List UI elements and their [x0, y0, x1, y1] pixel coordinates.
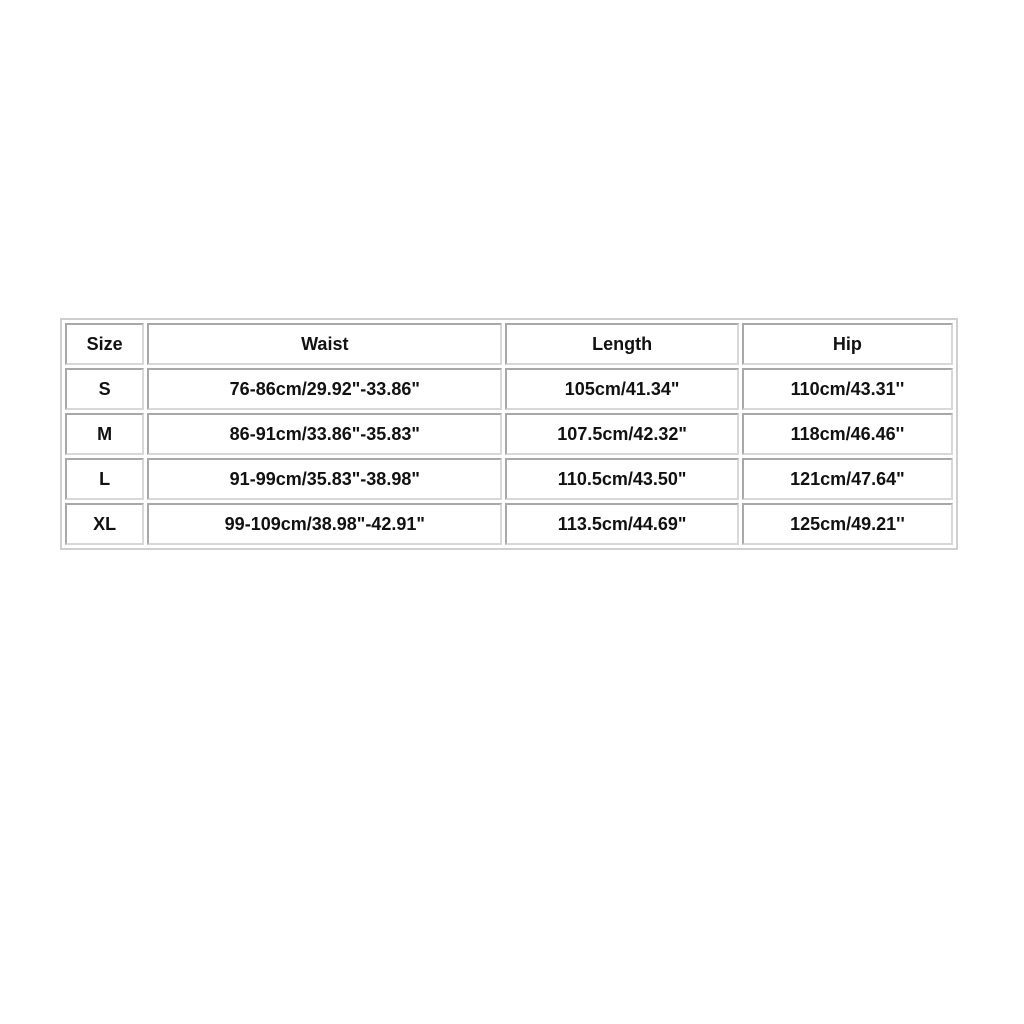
- header-waist: Waist: [147, 323, 502, 365]
- cell-hip: 110cm/43.31'': [742, 368, 953, 410]
- header-length: Length: [505, 323, 738, 365]
- table-row: [65, 458, 953, 500]
- cell-size: L: [65, 458, 144, 500]
- size-chart-table: [60, 318, 958, 550]
- cell-size: XL: [65, 503, 144, 545]
- cell-length: 113.5cm/44.69": [505, 503, 738, 545]
- cell-length: 107.5cm/42.32": [505, 413, 738, 455]
- cell-waist: 86-91cm/33.86"-35.83": [147, 413, 502, 455]
- cell-hip: 118cm/46.46'': [742, 413, 953, 455]
- cell-hip: 121cm/47.64": [742, 458, 953, 500]
- cell-size: M: [65, 413, 144, 455]
- cell-length: 105cm/41.34": [505, 368, 738, 410]
- table-row: [65, 413, 953, 455]
- cell-hip: 125cm/49.21'': [742, 503, 953, 545]
- header-hip: Hip: [742, 323, 953, 365]
- cell-waist: 99-109cm/38.98"-42.91": [147, 503, 502, 545]
- table-row: [65, 368, 953, 410]
- cell-waist: 76-86cm/29.92"-33.86": [147, 368, 502, 410]
- cell-waist: 91-99cm/35.83"-38.98": [147, 458, 502, 500]
- header-size: Size: [65, 323, 144, 365]
- cell-size: S: [65, 368, 144, 410]
- cell-length: 110.5cm/43.50": [505, 458, 738, 500]
- table-row: [65, 503, 953, 545]
- table-header-row: [65, 323, 953, 365]
